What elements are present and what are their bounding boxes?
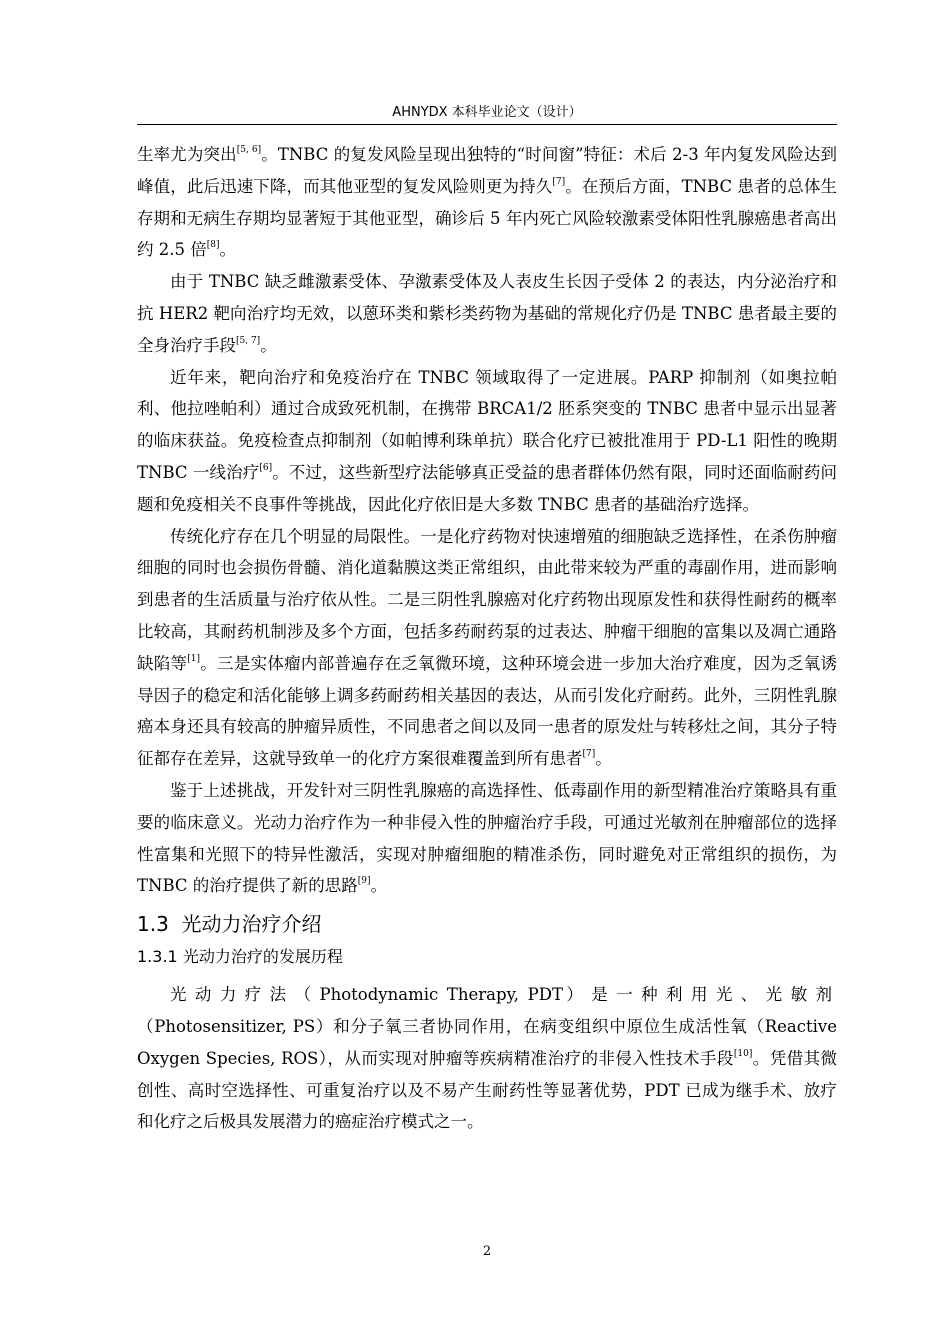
subsection-number: 1.3.1 [137,947,178,967]
paragraph-4 [137,521,837,775]
text-run: （Photosensitizer, PS）和分子氧三者协同作用，在病变组织中原位生成活性氧（Reactive Oxygen Species, ROS），从而实现对肿瘤等疾病精准治疗的非侵入性技术手段 [137,1016,837,1068]
citation: [7] [552,176,566,187]
text-run: 生率尤为突出 [137,145,237,164]
text-run: 光动力疗法（ [170,985,320,1005]
text-run: 。不过，这些新型疗法能够真正受益的患者群体仍然有限，同时还面临耐药问题和免疫相关不良事件等挑战，因此化疗依旧是大多数 TNBC 患者的基础治疗选择。 [137,462,838,514]
citation: [6] [259,462,273,473]
text-run: 鉴于上述挑战，开发针对三阴性乳腺癌的高选择性、低毒副作用的新型精准治疗策略具有重要的临床意义。光动力治疗作为一种非侵入性的肿瘤治疗手段，可通过光敏剂在肿瘤部位的选择性富集和光照下的特异性激活，实现对肿瘤细胞的精准杀伤，同时避免对正常组织的损伤，为 TNBC 的治疗提供了新的思路 [137,780,837,896]
header-rule [137,124,837,125]
section-title: 光动力治疗介绍 [181,912,322,937]
citation: [7] [582,749,596,760]
text-run: 由于 TNBC 缺乏雌激素受体、孕激素受体及人表皮生长因子受体 2 的表达，内分泌治疗和抗 HER2 靶向治疗均无效，以蒽环类和紫杉类药物为基础的常规化疗仍是 TNBC 患者最主要的全身治疗手段 [137,272,837,355]
text-run: 。 [370,876,387,896]
subsection-title: 光动力治疗的发展历程 [182,947,343,967]
citation: [8] [206,240,220,251]
citation: [9] [357,876,371,887]
citation: [5, 7] [236,335,261,346]
text-run: 。在预后方面，TNBC 患者的总体生存期和无病生存期均显著短于其他亚型，确诊后 5 年内死亡风险较激素受体阳性乳腺癌患者高出约 2.5 倍 [137,176,838,260]
text-run: 传统化疗存在几个明显的局限性。一是化疗药物对快速增殖的细胞缺乏选择性，在杀伤肿瘤细胞的同时也会损伤骨髓、消化道黏膜这类正常组织，由此带来较为严重的毒副作用，进而影响到患者的生活质量与治疗依从性。二是三阴性乳腺癌对化疗药物出现原发性和获得性耐药的概率比较高，其耐药机制涉及多个方面，包括多药耐药泵的过表达、肿瘤干细胞的富集以及凋亡通路缺陷等 [137,526,837,673]
text-run: 。TNBC 的复发风险呈现出独特的“时间窗”特征：术后 2-3 年内复发风险达到峰值，此后迅速下降，而其他亚型的复发风险则更为持久 [137,145,837,196]
paragraph-2 [137,266,837,361]
citation: [10] [733,1048,753,1059]
citation: [1] [187,653,201,664]
paragraph-5 [137,775,837,902]
citation: [5, 6] [236,145,262,155]
paragraph-3 [137,362,837,521]
subsection-heading-1-3-1 [137,943,837,971]
text-run: 。 [260,335,277,355]
text-run: 。 [219,240,236,260]
text-run: 。三是实体瘤内部普遍存在乏氧微环境，这种环境会进一步加大治疗难度，因为乏氧诱导因子的稳定和活化能够上调多药耐药相关基因的表达，从而引发化疗耐药。此外，三阴性乳腺癌本身还具有较高的肿瘤异质性，不同患者之间以及同一患者的原发灶与转移灶之间，其分子特征都存在差异，这就导致单一的化疗方案很难覆盖到所有患者 [137,653,838,769]
paragraph-1 [137,139,837,266]
text-run: 近年来，靶向治疗和免疫治疗在 TNBC 领域取得了一定进展。PARP 抑制剂（如奥拉帕利、他拉唑帕利）通过合成致死机制，在携带 BRCA1/2 胚系突变的 TNBC 患者中显示出显著的临床获益。免疫检查点抑制剂（如帕博利珠单抗）联合化疗已被批准用于 PD-L1 阳性的晚期 TNBC 一线治疗 [137,367,837,482]
text-run: ）是一种利用光、光敏剂 [562,985,838,1005]
document-body [137,139,837,1138]
text-run: Photodynamic Therapy, PDT [319,985,563,1005]
section-heading-1-3 [137,907,837,941]
section-number: 1.3 [137,912,169,937]
text-run: 。凭借其微创性、高时空选择性、可重复治疗以及不易产生耐药性等显著优势，PDT 已成为继手术、放疗和化疗之后极具发展潜力的癌症治疗模式之一。 [137,1048,838,1132]
page-number: 2 [482,1244,492,1259]
running-header: AHNYDX 本科毕业论文（设计） [392,105,582,120]
text-run: 。 [595,749,612,769]
paragraph-6 [137,979,837,1138]
